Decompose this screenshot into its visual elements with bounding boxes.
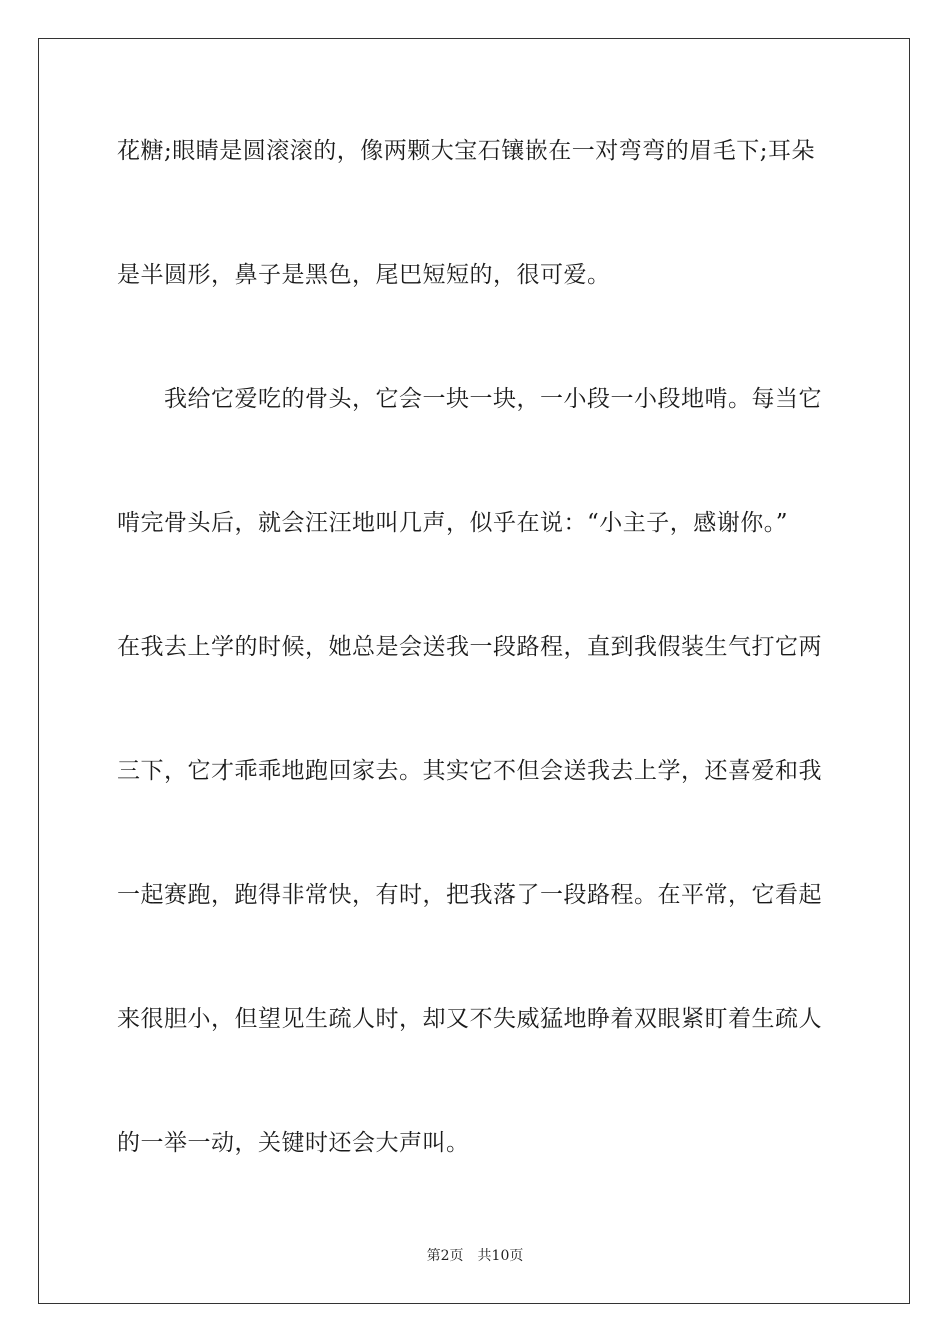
body-text-line: 花糖;眼睛是圆滚滚的，像两颗大宝石镶嵌在一对弯弯的眉毛下;耳朵	[117, 138, 815, 164]
body-text-line: 啃完骨头后，就会汪汪地叫几声，似乎在说：“小主子，感谢你。”	[117, 510, 789, 536]
body-text-line: 一起赛跑，跑得非常快，有时，把我落了一段路程。在平常，它看起	[117, 882, 822, 908]
page-total: 共10页	[477, 1248, 524, 1264]
body-text-line: 我给它爱吃的骨头，它会一块一块，一小段一小段地啃。每当它	[117, 386, 822, 412]
page-border	[38, 38, 910, 1304]
body-text-line: 在我去上学的时候，她总是会送我一段路程，直到我假装生气打它两	[117, 634, 822, 660]
page-number: 第2页	[426, 1248, 464, 1264]
page-footer	[0, 1247, 950, 1265]
body-text-line: 是半圆形，鼻子是黑色，尾巴短短的，很可爱。	[117, 262, 611, 288]
body-text-line: 的一举一动，关键时还会大声叫。	[117, 1130, 470, 1156]
body-text-line: 来很胆小，但望见生疏人时，却又不失威猛地睁着双眼紧盯着生疏人	[117, 1006, 822, 1032]
body-text-line: 三下，它才乖乖地跑回家去。其实它不但会送我去上学，还喜爱和我	[117, 758, 822, 784]
